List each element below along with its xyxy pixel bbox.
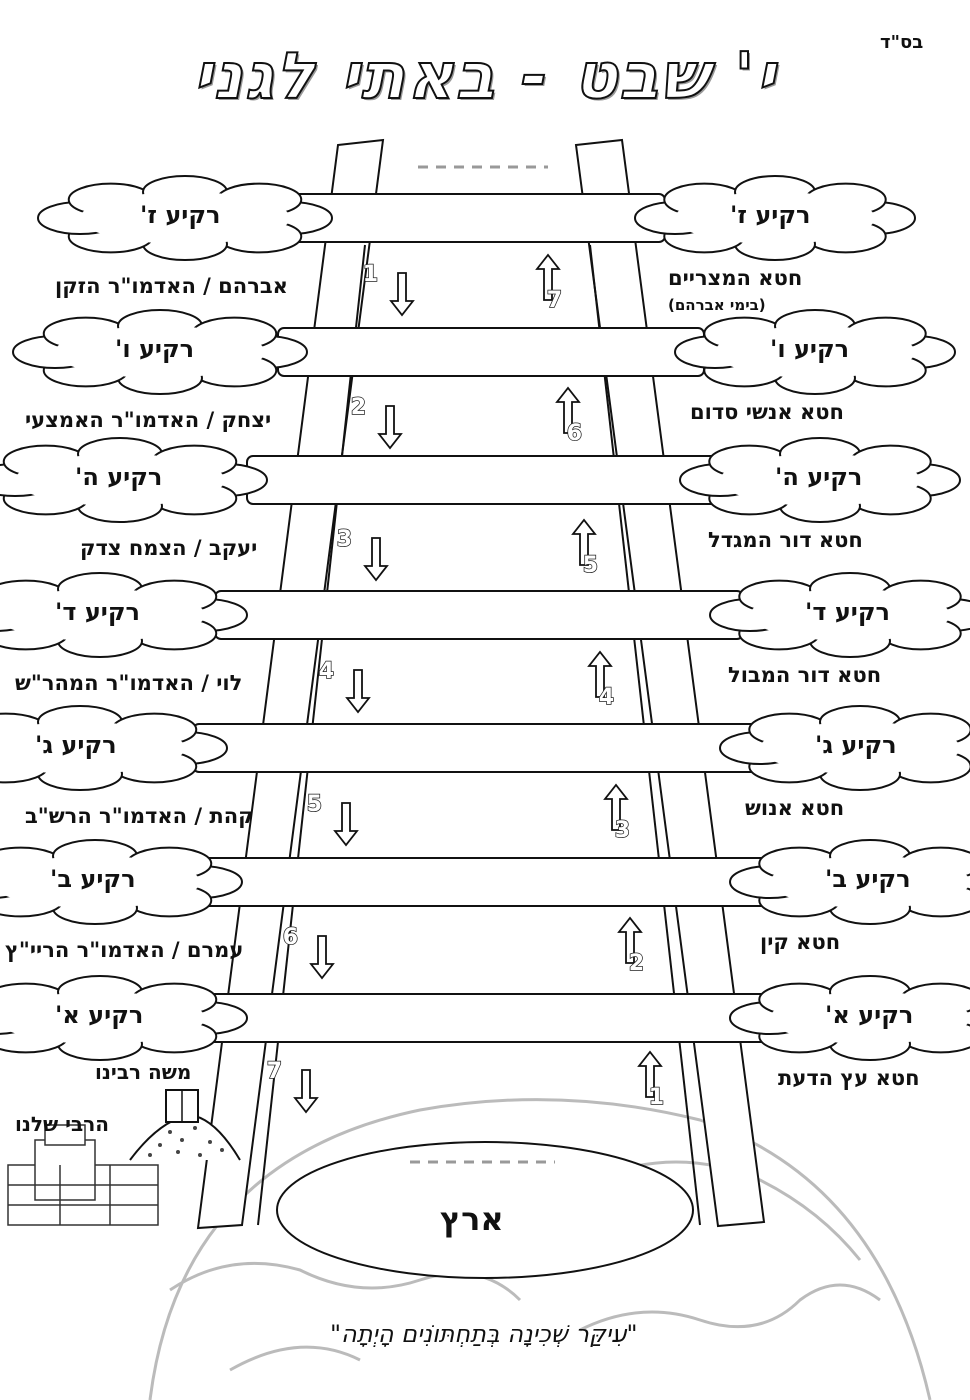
arrow-down-number: 3 [336,527,352,552]
sin-label: חטא קין [760,930,841,954]
arrow-down-number: 5 [306,792,322,817]
arrow-up-number: 3 [614,818,630,843]
cloud-label-left: רקיע ב' [50,865,136,893]
sin-label: חטא אנוש [745,796,845,820]
tzaddik-label: יעקב / הצמח צדק [80,536,258,560]
ladder-rung [168,858,795,906]
cloud-label-left: רקיע ה' [75,463,163,491]
arrow-down-number: 7 [266,1059,282,1084]
temple-icon [8,1125,158,1225]
sin-label: חטא המצריים [668,266,803,290]
sin-label: חטא אנשי סדום [690,400,844,424]
arrow-down-icon [335,803,357,845]
cloud-label-right: רקיע ז' [730,201,811,229]
moshe-label: משה רבינו [95,1060,192,1084]
sin-sub-label: (בימי אברהם) [668,296,766,314]
arrow-down-number: 4 [318,659,334,684]
arrow-up-number: 2 [628,951,644,976]
arrow-down-icon [365,538,387,580]
cloud-label-left: רקיע ג' [35,731,117,759]
sin-label: חטא דור המבול [728,663,882,687]
arrow-down-icon [347,670,369,712]
arrow-down-number: 2 [350,395,366,420]
arrow-up-number: 5 [582,553,598,578]
ladder-rung [247,456,721,504]
arrow-down-icon [379,406,401,448]
arrow-up-number: 6 [566,421,582,446]
cloud-label-left: רקיע ו' [115,335,195,363]
arrow-down-number: 6 [282,925,298,950]
arrow-up-number: 7 [546,288,562,313]
arrow-down-icon [311,936,333,978]
arrow-down-number: 1 [362,262,378,287]
page-title: י' שבט - באתי לגני [193,40,777,114]
tablets-icon [166,1090,198,1122]
tzaddik-label: קהת / האדמו"ר הרש"ב [25,804,254,828]
tzaddik-label: אברהם / האדמו"ר הזקן [55,274,288,298]
arrow-up-number: 1 [648,1085,664,1110]
sin-label: חטא דור המגדל [708,528,863,552]
cloud-label-right: רקיע ד' [805,598,890,626]
rebbe-label: הרבי שלנו [15,1112,110,1136]
arrow-down-icon [295,1070,317,1112]
cloud-label-right: רקיע ה' [775,463,863,491]
tzaddik-label: עמרם / האדמו"ר הריי"ץ [5,938,244,962]
ladder-rung [193,724,768,772]
tzaddik-label: יצחק / האדמו"ר האמצעי [25,408,272,432]
sin-label: חטא עץ הדעת [778,1066,920,1090]
tzaddik-label: לוי / האדמו"ר המהר"ש [15,671,243,695]
cloud-label-left: רקיע ד' [55,598,140,626]
cloud-label-right: רקיע א' [825,1001,914,1029]
arrow-up-number: 4 [598,685,614,710]
ladder-rung [292,194,665,242]
cloud-label-right: רקיע ו' [770,335,850,363]
cloud-label-left: רקיע ז' [140,201,221,229]
cloud-label-right: רקיע ג' [815,731,897,759]
cloud-label-right: רקיע ב' [825,865,911,893]
earth-label: ארץ [440,1200,504,1238]
cloud-label-left: רקיע א' [55,1001,144,1029]
ladder-rung [278,328,704,376]
quote-text: "עִיקַּר שְׁכִינָה בְּתַחְתּוֹנִים הָיְתָה" [330,1320,638,1348]
arrow-down-icon [391,273,413,315]
bsd-label: בס"ד [880,32,924,53]
ladder-rung [215,591,743,639]
